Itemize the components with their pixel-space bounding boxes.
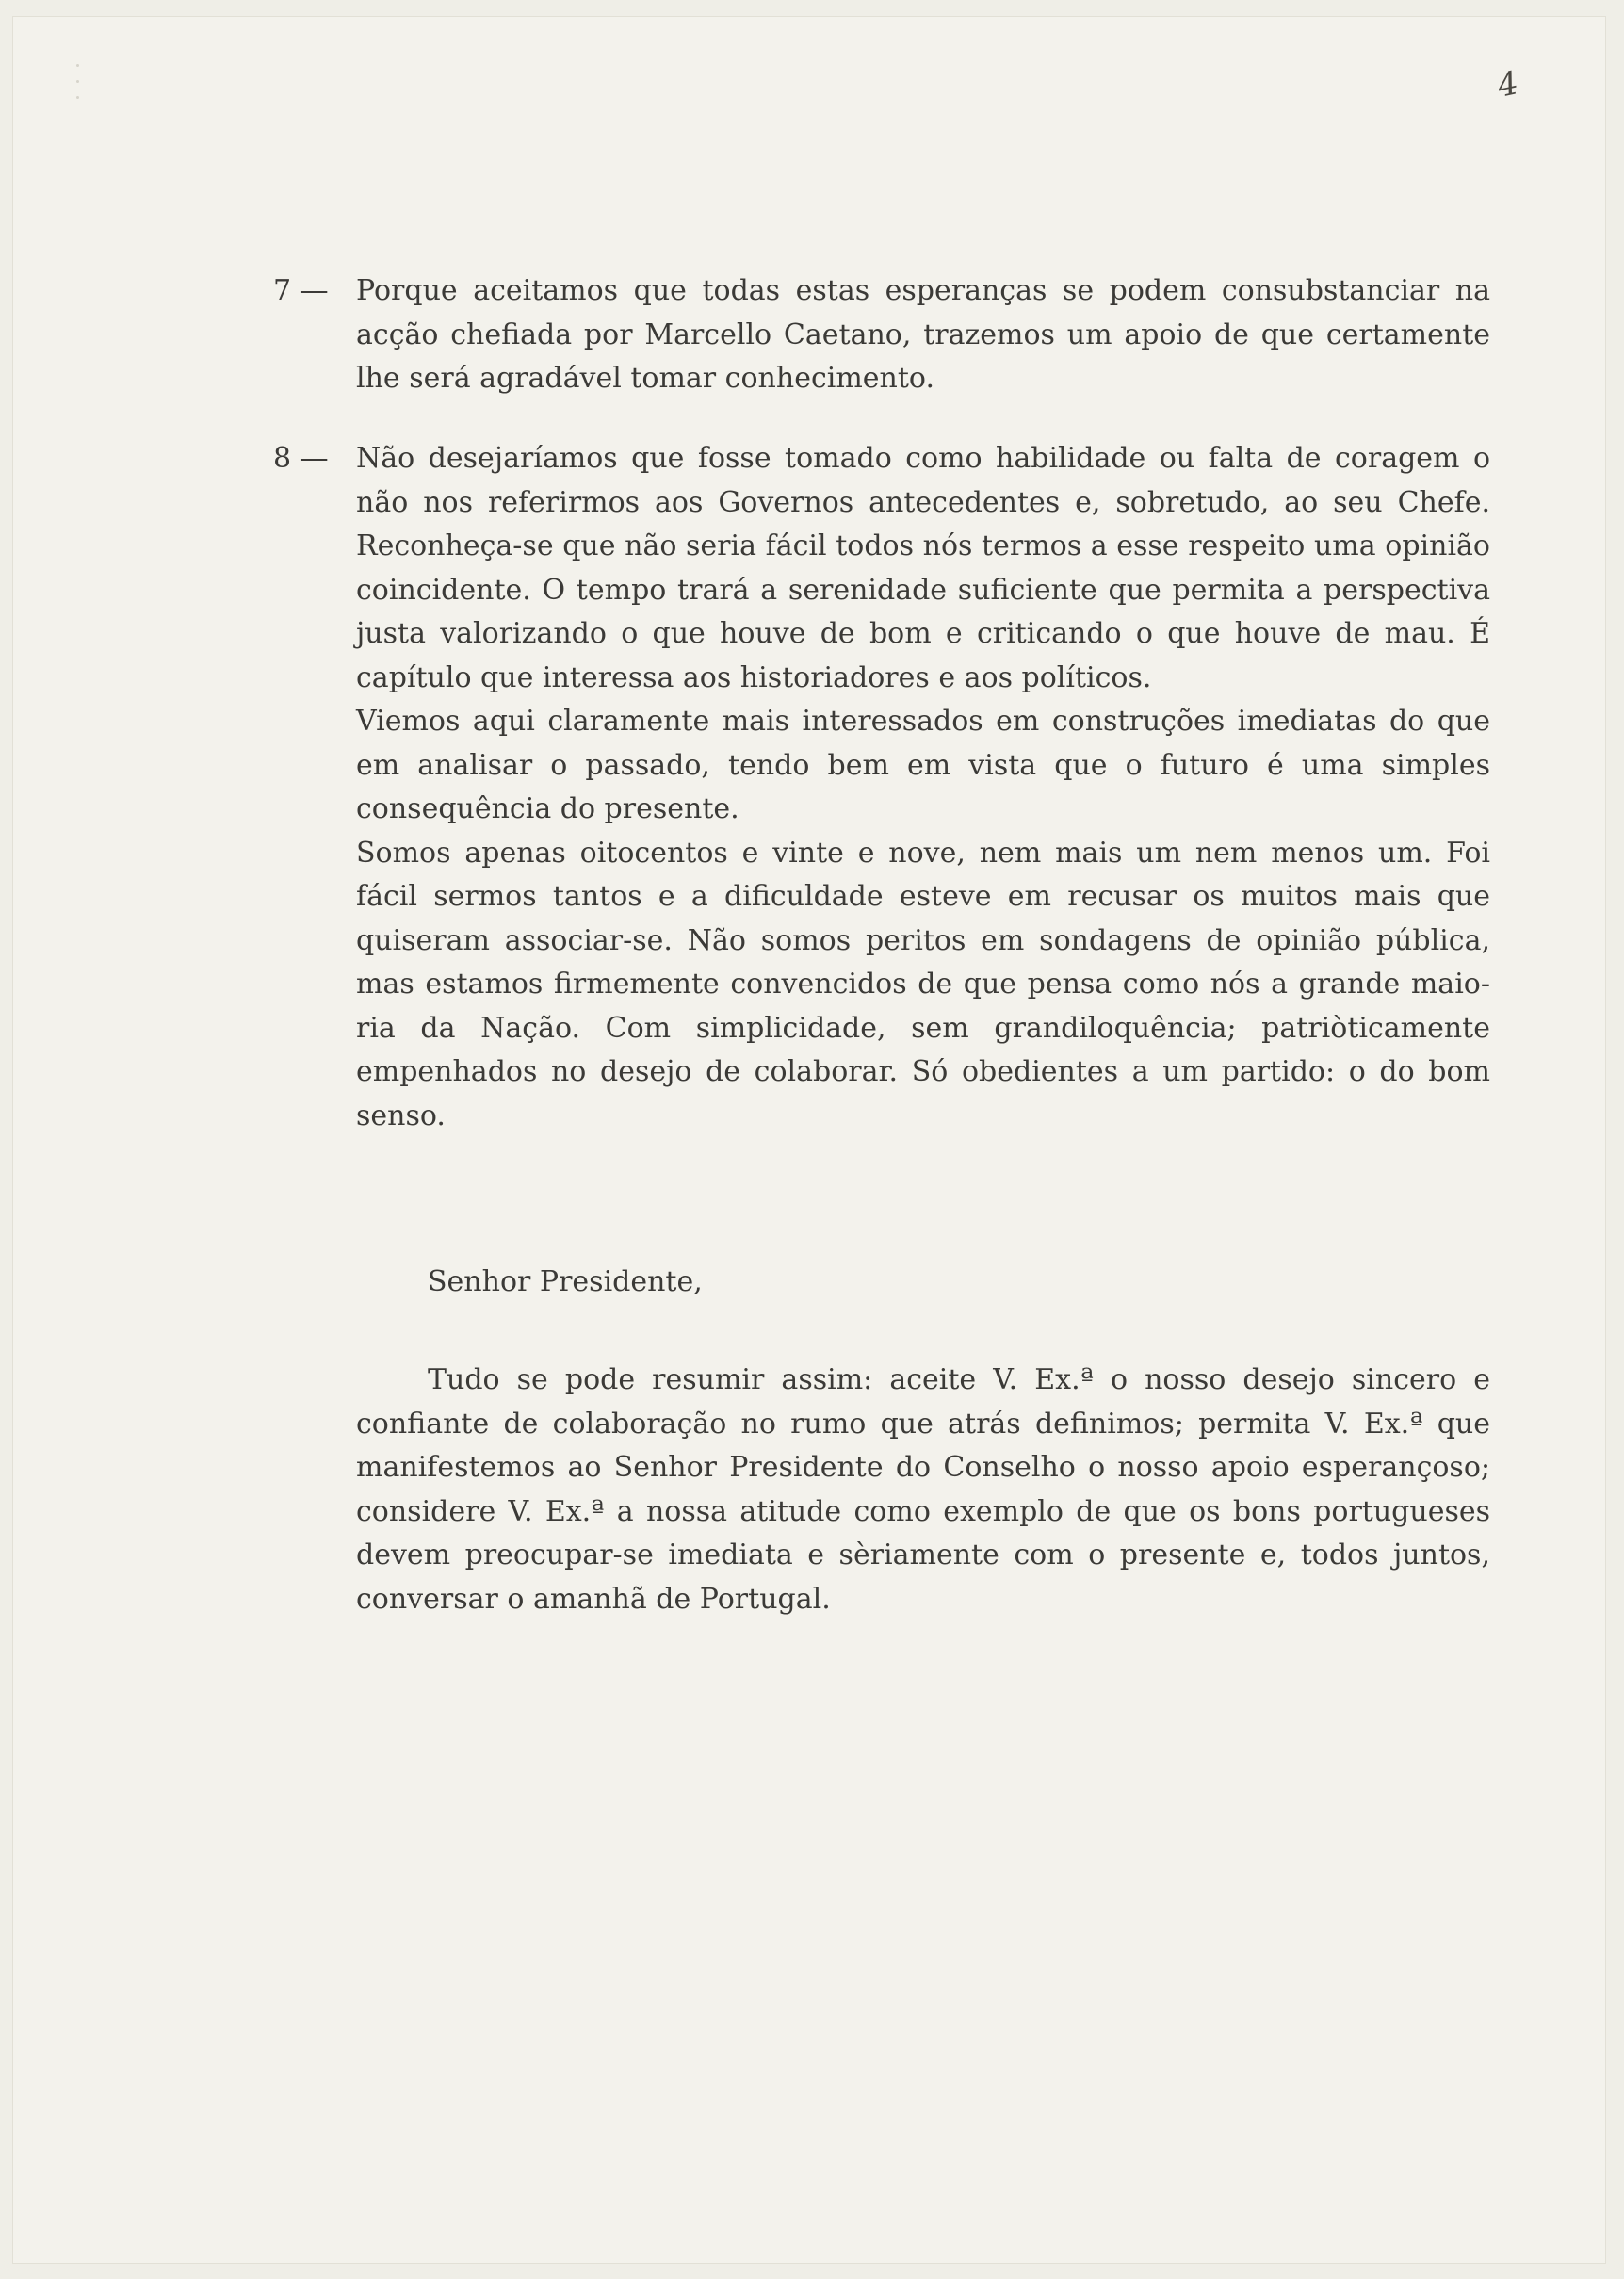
document-page — [13, 17, 1605, 2263]
item-number: 7 — — [273, 274, 329, 307]
item-paragraph: Viemos aqui claramente mais interessados em construções imediatas do que em analisar o passado, tendo bem em vista que o futuro é uma simples consequência do presente. — [356, 705, 1490, 825]
closing-paragraph: Tudo se pode resumir assim: aceite V. Ex.ª o nosso desejo sincero e confiante de colaboração no rumo que atrás definimos; permita V. Ex.ª que manifestemos ao Senhor Presidente do Conselho o nosso apoio esperançoso; considere V. Ex.ª a nossa atitude como exemplo de que os bons portugueses devem preocupar-se imediata e sèriamente com o presente e, todos juntos, conversar o amanhã de Portugal. — [356, 1363, 1490, 1616]
item-body — [356, 437, 1490, 1138]
paper-blemish — [73, 51, 83, 126]
item-paragraph: Não desejaríamos que fosse tomado como habilidade ou falta de coragem o não nos referirmos aos Governos antecedentes e, sobretudo, ao seu Chefe. Reconheça-se que não seria fácil todos nós termos a esse respeito uma opinião coincidente. O tempo trará a serenidade suficiente que permita a perspectiva justa valorizando o que houve de bom e criticando o que houve de mau. É capítulo que interessa aos historiadores e aos políticos. — [356, 442, 1490, 694]
salutation: Senhor Presidente, — [428, 1265, 703, 1298]
numbered-item-8 — [275, 437, 1490, 1138]
item-paragraph: Somos apenas oitocentos e vinte e nove, nem mais um nem menos um. Foi fácil sermos tantos e a dificuldade esteve em recusar os muitos mais que quiseram associar-se. Não somos peritos em sondagens de opinião pública, mas estamos firmemente convencidos de que pensa como nós a grande maioria da Nação. Com simplicidade, sem grandiloquência; patriòticamente empenhados no desejo de colaborar. Só obedientes a um partido: o do bom senso. — [356, 836, 1490, 1132]
item-number: 8 — — [273, 442, 329, 475]
item-paragraph: Porque aceitamos que todas estas esperanças se podem consubstanciar na acção chefiada por Marcello Caetano, trazemos um apoio de que certamente lhe será agradável tomar conhecimento. — [356, 274, 1490, 395]
handwritten-page-number: 4 — [1494, 64, 1522, 106]
item-body — [356, 269, 1490, 401]
numbered-item-7 — [275, 269, 1490, 401]
